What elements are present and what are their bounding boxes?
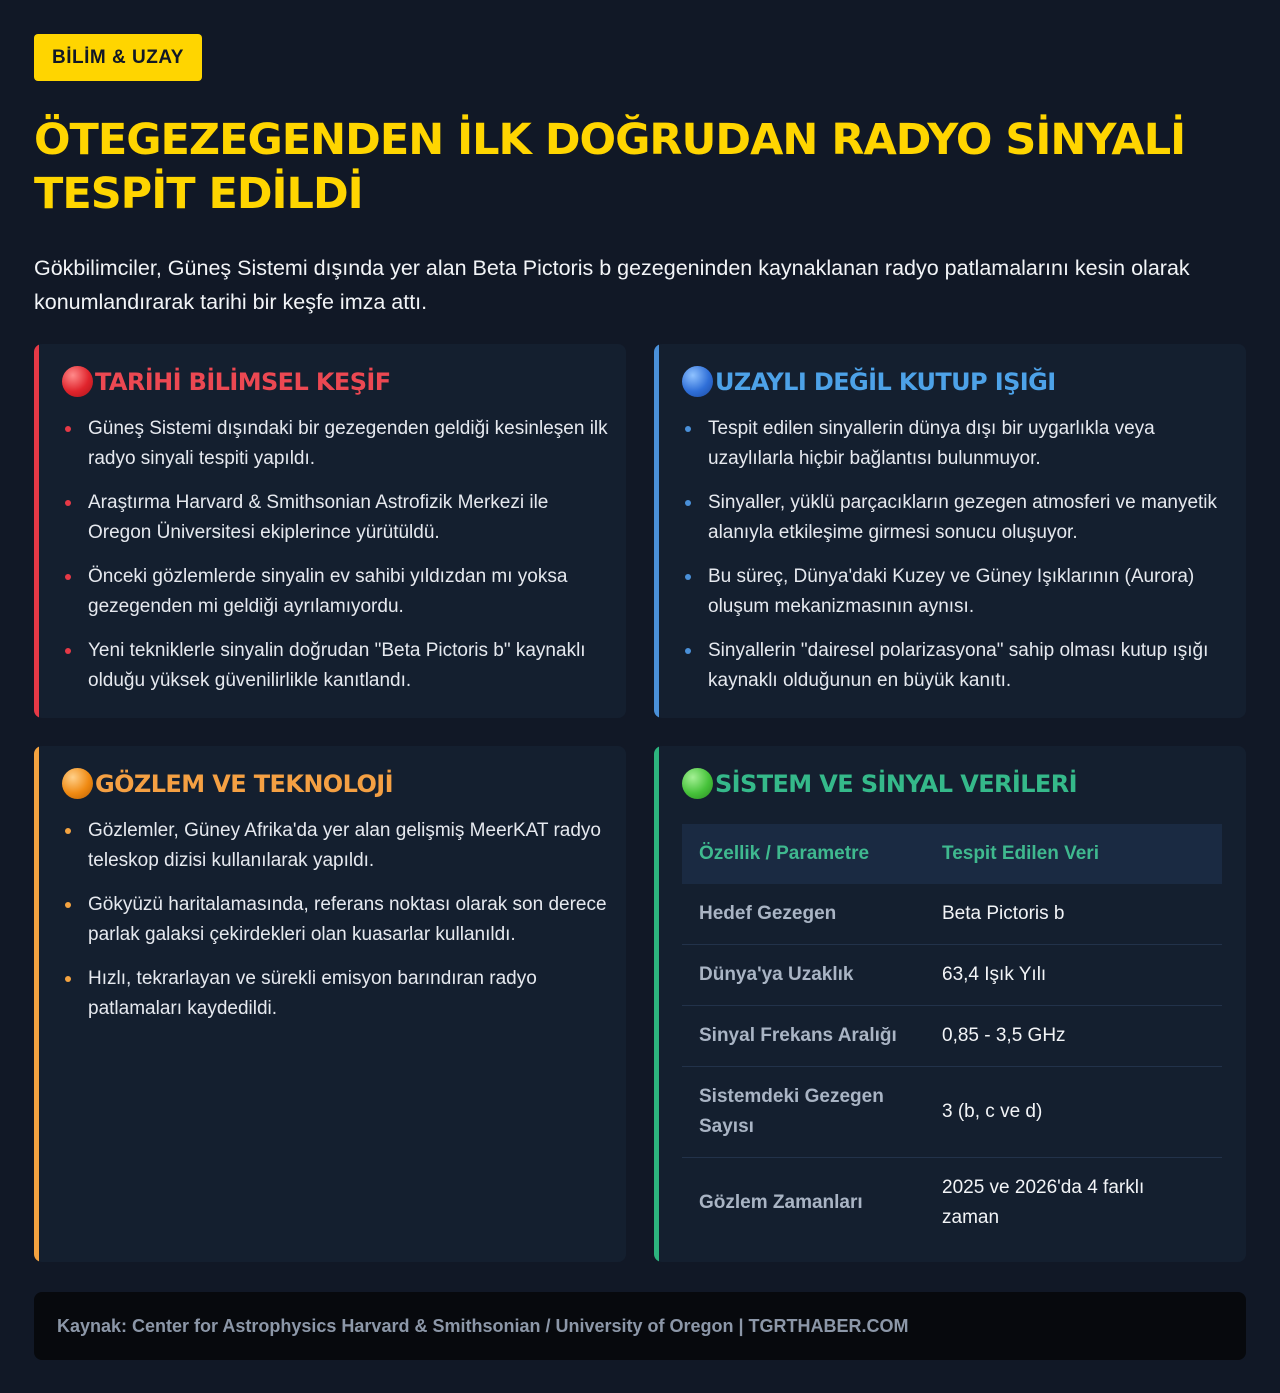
- table-cell-value: 3 (b, c ve d): [925, 1067, 1222, 1158]
- table-row: [682, 1006, 1222, 1067]
- card-title-text: TARİHİ BİLİMSEL KEŞİF: [95, 367, 391, 396]
- table-cell-key: Sistemdeki Gezegen Sayısı: [682, 1067, 925, 1158]
- table-cell-key: Hedef Gezegen: [682, 884, 925, 945]
- table-row: [682, 884, 1222, 945]
- lead-paragraph: Gökbilimciler, Güneş Sistemi dışında yer alan Beta Pictoris b gezegeninden kaynaklanan radyo patlamalarını kesin olarak konumlandırarak tarihi bir keşfe imza attı.: [34, 256, 1190, 314]
- title-line-1: ÖTEGEZEGENDEN İLK DOĞRUDAN RADYO SİNYALİ: [34, 115, 1186, 165]
- table-cell-value: 0,85 - 3,5 GHz: [925, 1006, 1222, 1067]
- table-row: [682, 945, 1222, 1006]
- red-circle-icon: [62, 366, 93, 397]
- table-cell-value: Beta Pictoris b: [925, 884, 1222, 945]
- source-footer: [34, 1292, 1246, 1360]
- list-item: Yeni tekniklerle sinyalin doğrudan "Beta Pictoris b" kaynaklı olduğu yüksek güvenilirlikle kanıtlandı.: [62, 636, 608, 696]
- column-header: Tespit Edilen Veri: [925, 824, 1222, 884]
- title-line-2: TESPİT EDİLDİ: [34, 169, 363, 219]
- bullet-list: [682, 414, 1228, 710]
- column-header: Özellik / Parametre: [682, 824, 925, 884]
- page-title: [34, 113, 1246, 221]
- list-item: Gökyüzü haritalamasında, referans noktası olarak son derece parlak galaksi çekirdekleri olan kuasarlar kullanıldı.: [62, 890, 608, 950]
- card-title-text: UZAYLI DEĞİL KUTUP IŞIĞI: [715, 367, 1056, 396]
- bullet-list: [62, 414, 608, 710]
- table-cell-value: 63,4 Işık Yılı: [925, 945, 1222, 1006]
- table-header-row: [682, 824, 1222, 884]
- card-title: [682, 768, 1077, 799]
- card-system-data: [654, 746, 1246, 1262]
- list-item: Araştırma Harvard & Smithsonian Astrofizik Merkezi ile Oregon Üniversitesi ekiplerince yürütüldü.: [62, 488, 608, 548]
- card-title: [62, 768, 393, 799]
- card-title-text: GÖZLEM VE TEKNOLOJİ: [95, 769, 393, 798]
- list-item: Önceki gözlemlerde sinyalin ev sahibi yıldızdan mı yoksa gezegenden mi geldiği ayrılamıyordu.: [62, 562, 608, 622]
- card-title: [682, 366, 1056, 397]
- table-cell-value: 2025 ve 2026'da 4 farklı zaman: [942, 1177, 1145, 1228]
- source-text: Kaynak: Center for Astrophysics Harvard & Smithsonian / University of Oregon | TGRTHABER.COM: [57, 1315, 909, 1336]
- bullet-list: [62, 816, 608, 1038]
- category-badge[interactable]: BİLİM & UZAY: [34, 34, 202, 81]
- list-item: Sinyallerin "dairesel polarizasyona" sahip olması kutup ışığı kaynaklı olduğunun en büyük kanıtı.: [682, 636, 1228, 696]
- list-item: Sinyaller, yüklü parçacıkların gezegen atmosferi ve manyetik alanıyla etkileşime girmesi sonucu oluşuyor.: [682, 488, 1228, 548]
- list-item: Hızlı, tekrarlayan ve sürekli emisyon barındıran radyo patlamaları kaydedildi.: [62, 964, 608, 1024]
- card-aurora: [654, 344, 1246, 718]
- table-cell-key: Dünya'ya Uzaklık: [682, 945, 925, 1006]
- table-cell-key: Sinyal Frekans Aralığı: [682, 1006, 925, 1067]
- blue-circle-icon: [682, 366, 713, 397]
- data-table: [682, 824, 1222, 1248]
- list-item: Gözlemler, Güney Afrika'da yer alan gelişmiş MeerKAT radyo teleskop dizisi kullanılarak yapıldı.: [62, 816, 608, 876]
- page: [34, 34, 1246, 1228]
- list-item: Güneş Sistemi dışındaki bir gezegenden geldiği kesinleşen ilk radyo sinyali tespiti yapıldı.: [62, 414, 608, 474]
- list-item: Tespit edilen sinyallerin dünya dışı bir uygarlıkla veya uzaylılarla hiçbir bağlantısı bulunmuyor.: [682, 414, 1228, 474]
- orange-circle-icon: [62, 768, 93, 799]
- card-historic-discovery: [34, 344, 626, 718]
- card-title-text: SİSTEM VE SİNYAL VERİLERİ: [715, 769, 1077, 798]
- table-row: [682, 1158, 1222, 1249]
- card-observation-technology: [34, 746, 626, 1262]
- list-item: Bu süreç, Dünya'daki Kuzey ve Güney Işıklarının (Aurora) oluşum mekanizmasının aynısı.: [682, 562, 1228, 622]
- green-circle-icon: [682, 768, 713, 799]
- card-title: [62, 366, 391, 397]
- table-cell-key: Gözlem Zamanları: [699, 1192, 863, 1213]
- table-row: [682, 1067, 1222, 1158]
